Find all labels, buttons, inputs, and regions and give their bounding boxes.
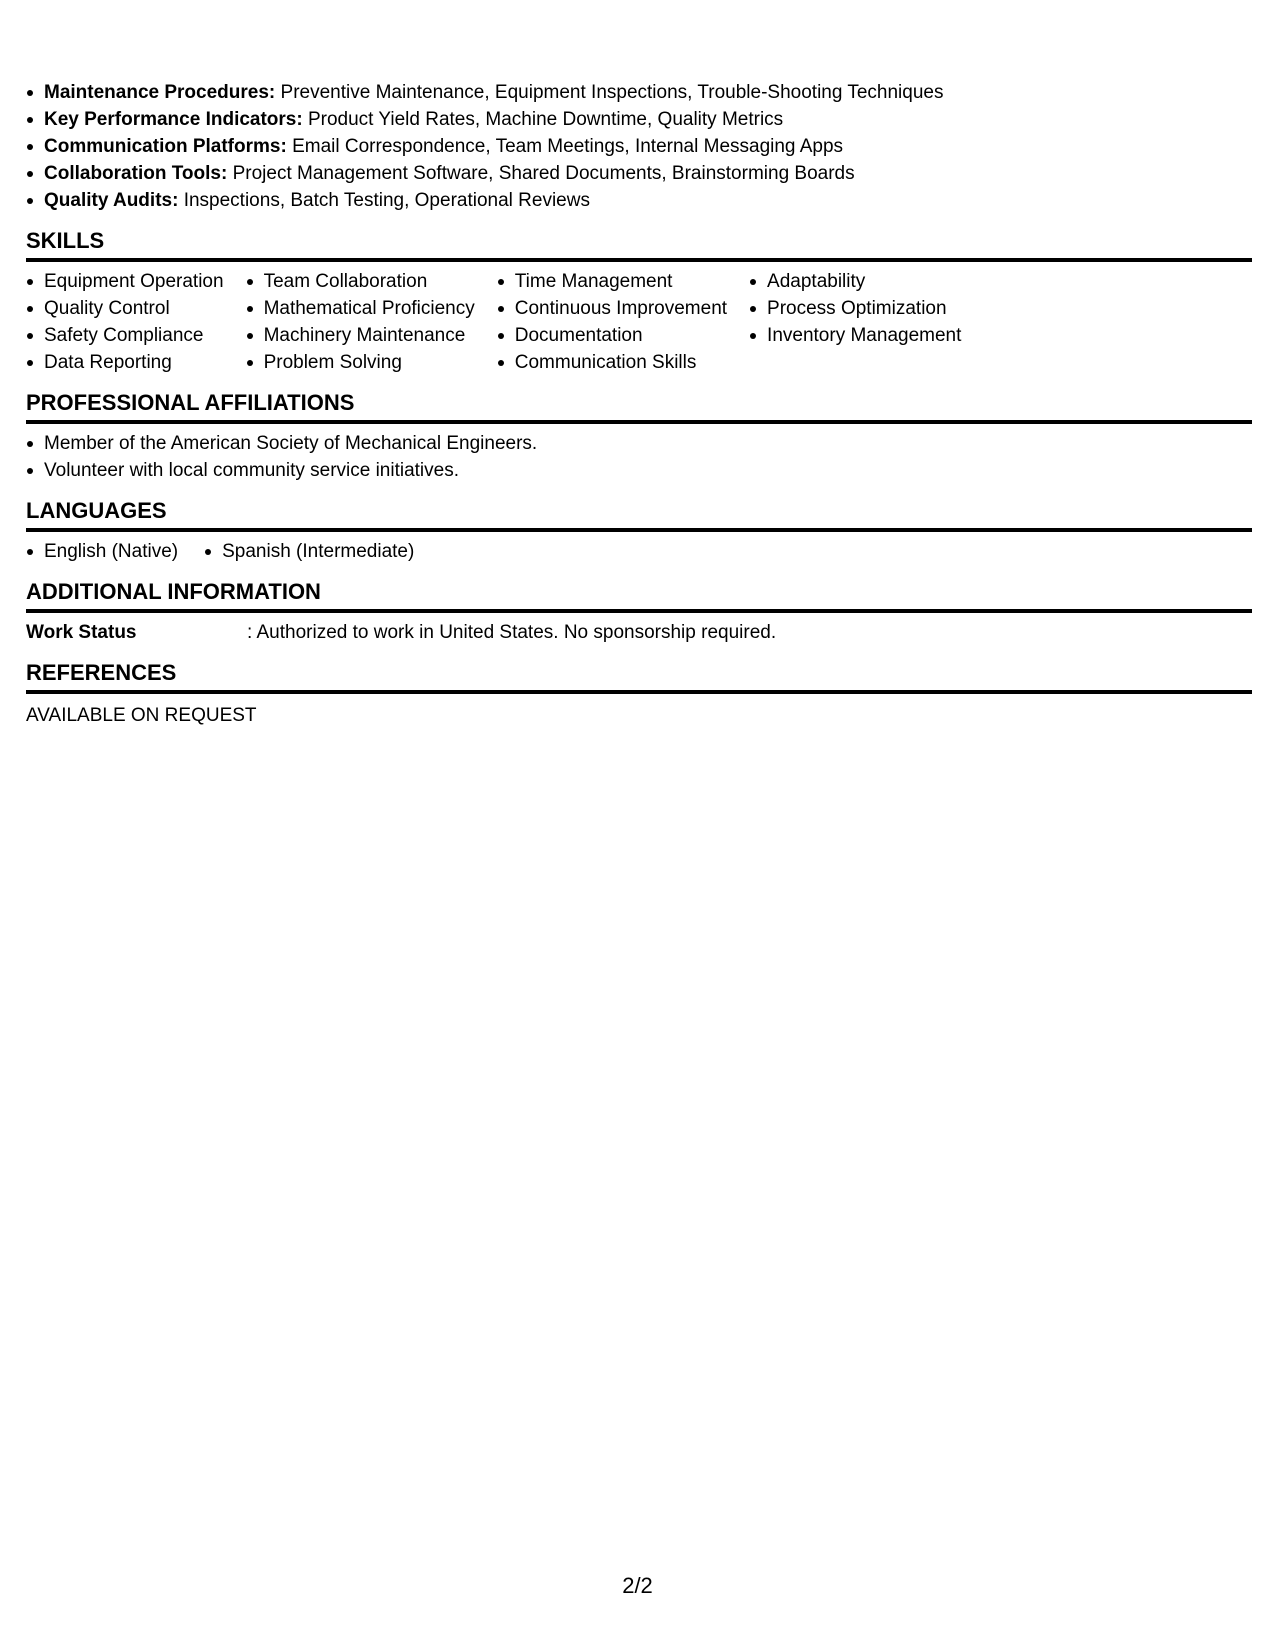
resume-page	[26, 79, 1252, 729]
skill-item: Documentation	[497, 322, 727, 349]
list-item	[26, 79, 1252, 106]
skills-column	[749, 268, 961, 376]
languages-section	[26, 498, 1252, 565]
list-item	[26, 106, 1252, 133]
item-text: Preventive Maintenance, Equipment Inspections, Trouble-Shooting Techniques	[275, 82, 944, 103]
item-label: Key Performance Indicators:	[44, 109, 303, 130]
skills-column	[26, 268, 224, 376]
skill-item: Quality Control	[26, 295, 224, 322]
page-number: 2/2	[622, 1573, 653, 1598]
section-heading: REFERENCES	[26, 660, 1252, 694]
skill-item: Adaptability	[749, 268, 961, 295]
work-status-value: : Authorized to work in United States. No sponsorship required.	[247, 622, 777, 643]
section-heading: SKILLS	[26, 228, 1252, 262]
references-text: AVAILABLE ON REQUEST	[26, 705, 257, 726]
item-label: Maintenance Procedures:	[44, 82, 276, 103]
affiliations-list	[26, 424, 1252, 484]
references-section	[26, 660, 1252, 729]
language-item: English (Native)	[26, 538, 178, 565]
skills-section	[26, 228, 1252, 376]
item-text: Email Correspondence, Team Meetings, Internal Messaging Apps	[286, 136, 844, 157]
skill-item: Time Management	[497, 268, 727, 295]
additional-info-section	[26, 579, 1252, 646]
language-item: Spanish (Intermediate)	[204, 538, 414, 565]
skill-item: Machinery Maintenance	[246, 322, 475, 349]
skill-item: Communication Skills	[497, 349, 727, 376]
skill-item: Data Reporting	[26, 349, 224, 376]
skill-item: Process Optimization	[749, 295, 961, 322]
skill-item: Continuous Improvement	[497, 295, 727, 322]
item-label: Collaboration Tools:	[44, 163, 228, 184]
work-status-label: Work Status	[26, 622, 137, 643]
affiliations-section	[26, 390, 1252, 484]
skill-item: Safety Compliance	[26, 322, 224, 349]
skills-grid	[26, 262, 1252, 376]
list-item	[26, 160, 1252, 187]
list-item	[26, 133, 1252, 160]
affiliation-item: Member of the American Society of Mechanical Engineers.	[26, 430, 1252, 457]
languages-list	[26, 532, 1252, 565]
skill-item: Mathematical Proficiency	[246, 295, 475, 322]
section-heading: LANGUAGES	[26, 498, 1252, 532]
affiliation-item: Volunteer with local community service initiatives.	[26, 457, 1252, 484]
work-status-row	[26, 613, 1252, 646]
list-item	[26, 187, 1252, 214]
skills-column	[246, 268, 475, 376]
item-text: Project Management Software, Shared Documents, Brainstorming Boards	[227, 163, 855, 184]
skills-column	[497, 268, 727, 376]
top-detail-list	[26, 79, 1252, 214]
skill-item: Equipment Operation	[26, 268, 224, 295]
skill-item: Team Collaboration	[246, 268, 475, 295]
item-text: Product Yield Rates, Machine Downtime, Quality Metrics	[302, 109, 784, 130]
section-heading: ADDITIONAL INFORMATION	[26, 579, 1252, 613]
item-label: Communication Platforms:	[44, 136, 287, 157]
item-text: Inspections, Batch Testing, Operational Reviews	[178, 190, 590, 211]
skill-item: Inventory Management	[749, 322, 961, 349]
skill-item: Problem Solving	[246, 349, 475, 376]
section-heading: PROFESSIONAL AFFILIATIONS	[26, 390, 1252, 424]
item-label: Quality Audits:	[44, 190, 179, 211]
